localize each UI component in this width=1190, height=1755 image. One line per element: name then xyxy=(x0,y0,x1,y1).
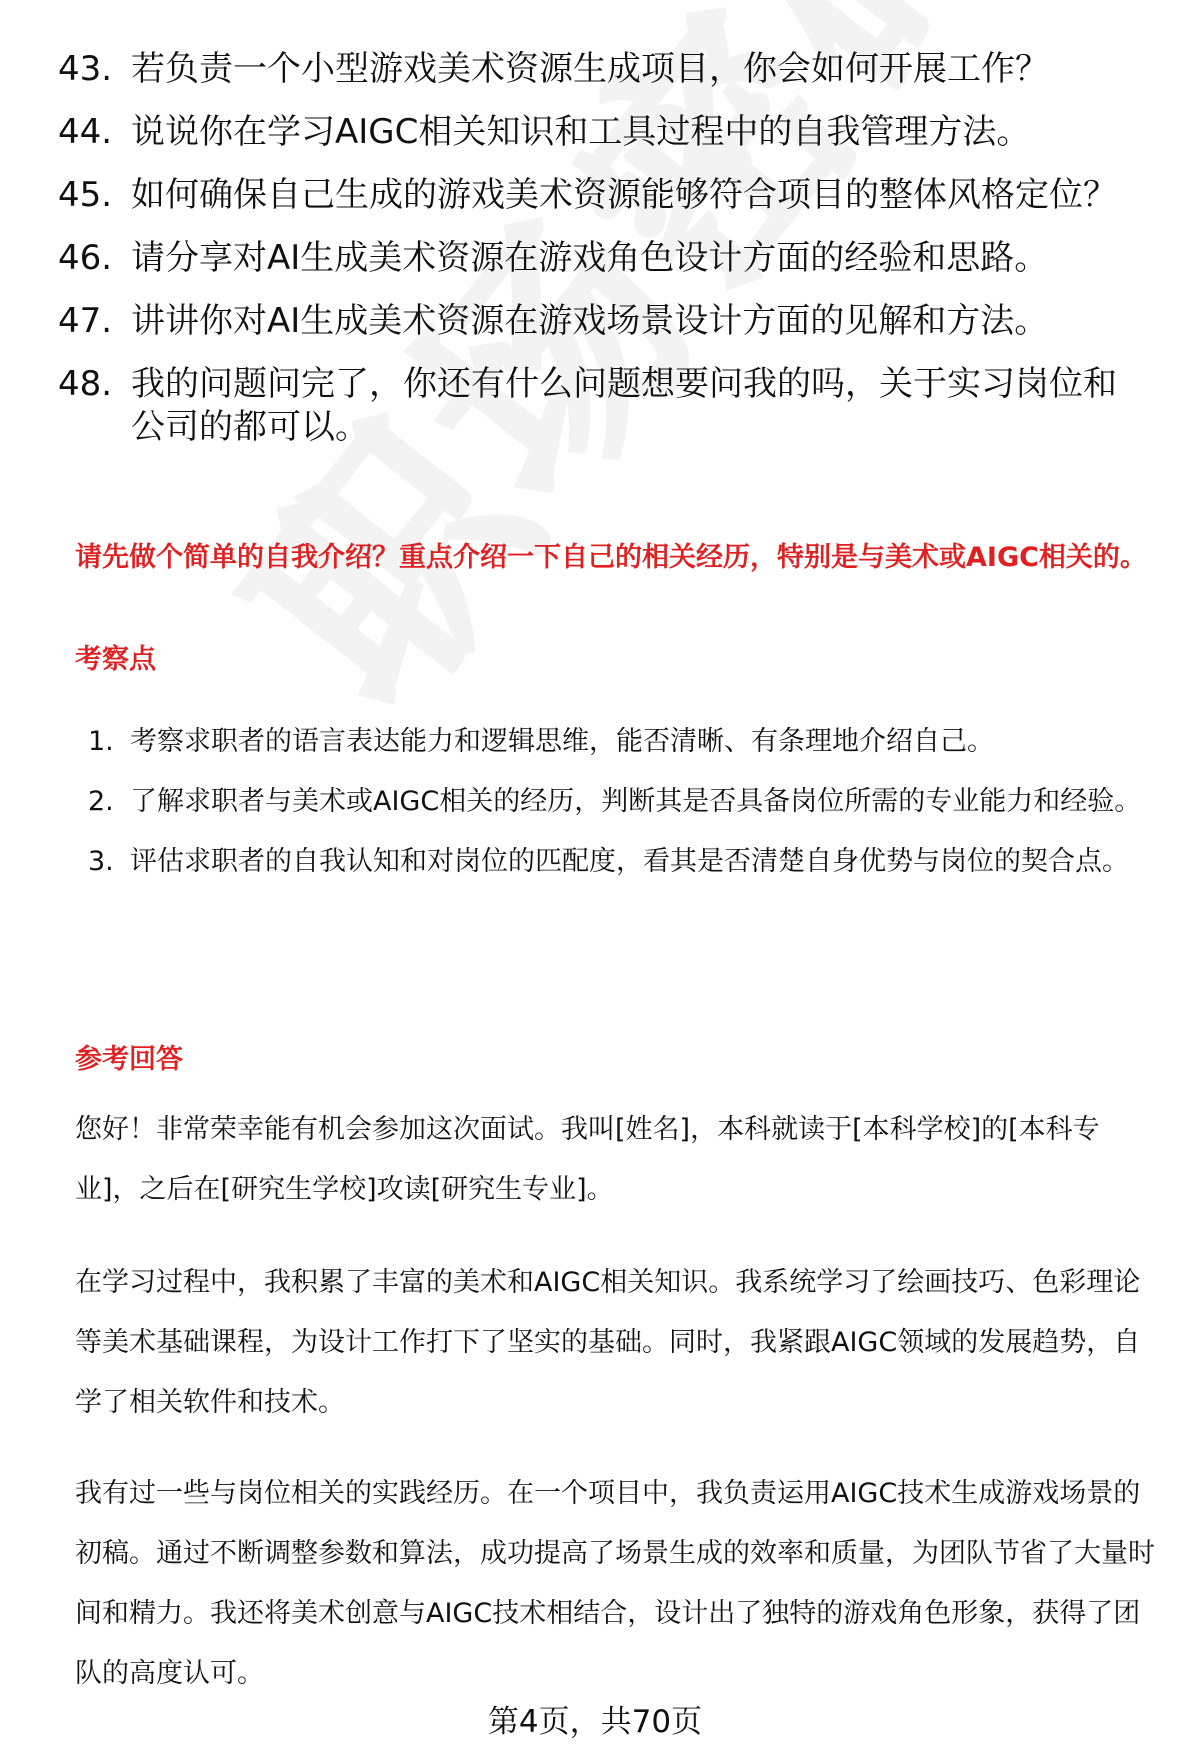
answer-paragraph: 在学习过程中，我积累了丰富的美术和AIGC相关知识。我系统学习了绘画技巧、色彩理论等美术基础课程，为设计工作打下了坚实的基础。同时，我紧跟AIGC领域的发展趋势，自学了相关软件和技术。 xyxy=(75,1267,1141,1418)
point-number: 3. xyxy=(88,846,114,877)
question-text: 讲讲你对AI生成美术资源在游戏场景设计方面的见解和方法。 xyxy=(131,301,1049,341)
question-text: 我的问题问完了，你还有什么问题想要问我的吗，关于实习岗位和公司的都可以。 xyxy=(131,364,1117,447)
question-item xyxy=(58,237,1148,280)
assessment-point xyxy=(88,832,1168,892)
section-title: 请先做个简单的自我介绍？重点介绍一下自己的相关经历，特别是与美术或AIGC相关的。 xyxy=(75,542,1147,573)
question-number: 44. xyxy=(58,112,113,152)
question-number: 48. xyxy=(58,364,113,404)
page-footer: 第4页，共70页 xyxy=(487,1704,703,1740)
question-list xyxy=(58,48,1148,469)
assessment-points xyxy=(88,712,1168,892)
question-number: 43. xyxy=(58,49,113,89)
answer-paragraph: 我有过一些与岗位相关的实践经历。在一个项目中，我负责运用AIGC技术生成游戏场景的初稿。通过不断调整参数和算法，成功提高了场景生成的效率和质量，为团队节省了大量时间和精力。我还将美术创意与AIGC技术相结合，设计出了独特的游戏角色形象，获得了团队的高度认可。 xyxy=(75,1478,1155,1689)
question-item xyxy=(58,363,1148,449)
reference-heading: 参考回答 xyxy=(75,1044,183,1075)
question-text: 说说你在学习AIGC相关知识和工具过程中的自我管理方法。 xyxy=(131,112,1031,152)
question-text: 若负责一个小型游戏美术资源生成项目，你会如何开展工作？ xyxy=(131,49,1049,89)
point-text: 评估求职者的自我认知和对岗位的匹配度，看其是否清楚自身优势与岗位的契合点。 xyxy=(130,846,1129,877)
assessment-heading: 考察点 xyxy=(75,644,156,675)
question-item xyxy=(58,174,1148,217)
question-number: 47. xyxy=(58,301,113,341)
question-number: 45. xyxy=(58,175,113,215)
question-text: 请分享对AI生成美术资源在游戏角色设计方面的经验和思路。 xyxy=(131,238,1049,278)
assessment-point xyxy=(88,712,1168,772)
assessment-point xyxy=(88,772,1168,832)
question-item xyxy=(58,48,1148,91)
point-text: 考察求职者的语言表达能力和逻辑思维，能否清晰、有条理地介绍自己。 xyxy=(130,726,994,757)
question-item xyxy=(58,111,1148,154)
point-number: 1. xyxy=(88,726,114,757)
question-item xyxy=(58,300,1148,343)
point-text: 了解求职者与美术或AIGC相关的经历，判断其是否具备岗位所需的专业能力和经验。 xyxy=(130,786,1142,817)
answer-paragraph: 您好！非常荣幸能有机会参加这次面试。我叫[姓名]，本科就读于[本科学校]的[本科专业]，之后在[研究生学校]攻读[研究生专业]。 xyxy=(75,1114,1100,1205)
point-number: 2. xyxy=(88,786,114,817)
question-number: 46. xyxy=(58,238,113,278)
question-text: 如何确保自己生成的游戏美术资源能够符合项目的整体风格定位？ xyxy=(131,175,1117,215)
